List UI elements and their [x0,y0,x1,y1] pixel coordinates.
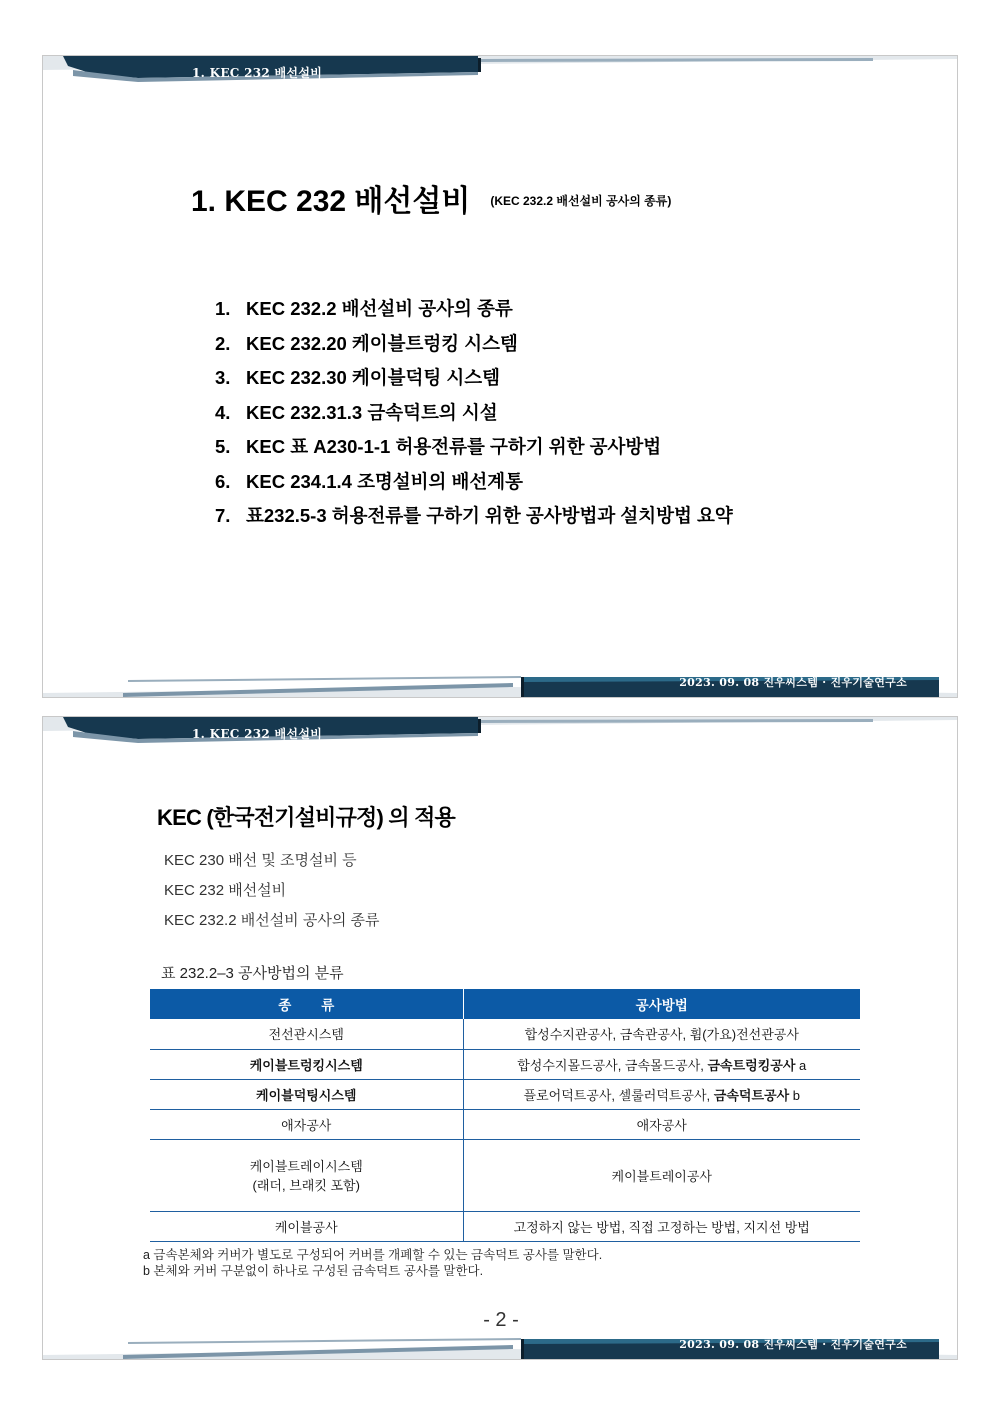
cell-method [463,1049,860,1079]
title-main: 1. KEC 232 배선설비 [191,185,471,218]
cell-method [463,1079,860,1109]
toc-item [215,361,733,396]
cell-method: 합성수지관공사, 금속관공사, 휨(가요)전선관공사 [463,1019,860,1049]
toc-text: KEC 232.31.3 금속덕트의 시설 [246,401,498,423]
toc-number: 4. [215,401,231,423]
toc-number: 6. [215,470,231,492]
type-line: 케이블트레이시스템 [249,1159,363,1174]
table-row [150,1079,860,1109]
toc-text: KEC 234.1.4 조명설비의 배선계통 [246,470,524,492]
toc-item [215,465,733,500]
method-text: 합성수지몰드공사, 금속몰드공사, [517,1057,708,1073]
slide-title [191,176,671,220]
toc-text: 표232.5-3 허용전류를 구하기 위한 공사방법과 설치방법 요약 [246,505,733,526]
note: a 금속본체와 커버가 별도로 구성되어 커버를 개폐할 수 있는 금속덕트 공사를 말한다. [143,1248,603,1262]
table-row [150,1139,860,1211]
cell-type: 케이블공사 [150,1211,463,1241]
footer-text: 2023. 09. 08 진우씨스템 · 진우기술연구소 [679,1338,907,1351]
cell-type: 애자공사 [150,1109,463,1139]
method-text: 플로어덕트공사, 셀룰러덕트공사, [523,1087,714,1103]
kec-reference: KEC 230 배선 및 조명설비 등 [164,852,357,869]
kec-reference: KEC 232 배선설비 [164,882,287,899]
footnote-mark: a [795,1057,807,1073]
table-row [150,1211,860,1241]
kec-reference: KEC 232.2 배선설비 공사의 종류 [164,912,380,929]
table-row [150,1109,860,1139]
cell-method: 애자공사 [463,1109,860,1139]
type-line: (래더, 브래킷 포함) [252,1178,360,1193]
method-bold: 금속덕트공사 [713,1087,790,1103]
toc-number: 3. [215,367,231,388]
toc-number: 5. [215,436,231,457]
header-title: 1. KEC 232 배선설비 [192,66,323,80]
toc-item [215,292,733,327]
header-band [43,56,958,90]
construction-method-table [150,989,860,1242]
toc-text: KEC 232.20 케이블트렁킹 시스템 [246,332,518,354]
section-heading: KEC (한국전기설비규정) 의 적용 [157,805,456,830]
method-bold: 금속트렁킹공사 [707,1057,796,1073]
cell-method: 고정하지 않는 방법, 직접 고정하는 방법, 지지선 방법 [463,1211,860,1241]
toc-item [215,327,733,362]
table-row [150,1019,860,1049]
header-title: 1. KEC 232 배선설비 [192,727,323,741]
table-row [150,1049,860,1079]
toc-number: 1. [215,298,231,319]
header-type: 종 류 [150,989,463,1019]
title-subtitle: (KEC 232.2 배선설비 공사의 종류) [490,194,672,208]
toc-number: 2. [215,332,231,354]
note: b 본체와 커버 구분없이 하나로 구성된 금속덕트 공사를 말한다. [143,1264,484,1278]
footnote-mark: b [789,1087,800,1103]
table-notes [143,1247,602,1279]
cell-type: 전선관시스템 [150,1019,463,1049]
cell-type: 케이블덕팅시스템 [150,1079,463,1109]
header-method: 공사방법 [463,989,860,1019]
toc-text: KEC 표 A230-1-1 허용전류를 구하기 위한 공사방법 [246,436,662,457]
table-header-row [150,989,860,1019]
slide-1 [42,55,958,698]
table-caption: 표 232.2–3 공사방법의 분류 [161,965,344,982]
kec-reference-list [164,846,379,936]
toc-text: KEC 232.2 배선설비 공사의 종류 [246,298,513,319]
cell-type: 케이블트렁킹시스템 [150,1049,463,1079]
toc-item [215,430,733,465]
slide-2 [42,716,958,1360]
toc-item [215,396,733,431]
cell-type [150,1139,463,1211]
toc-list [215,292,733,534]
toc-text: KEC 232.30 케이블덕팅 시스템 [246,367,501,388]
header-band [43,717,958,751]
page-number: - 2 - [483,1309,519,1331]
toc-item [215,499,733,534]
toc-number: 7. [215,505,231,526]
footer-text: 2023. 09. 08 진우씨스템 · 진우기술연구소 [679,676,907,689]
cell-method: 케이블트레이공사 [463,1139,860,1211]
